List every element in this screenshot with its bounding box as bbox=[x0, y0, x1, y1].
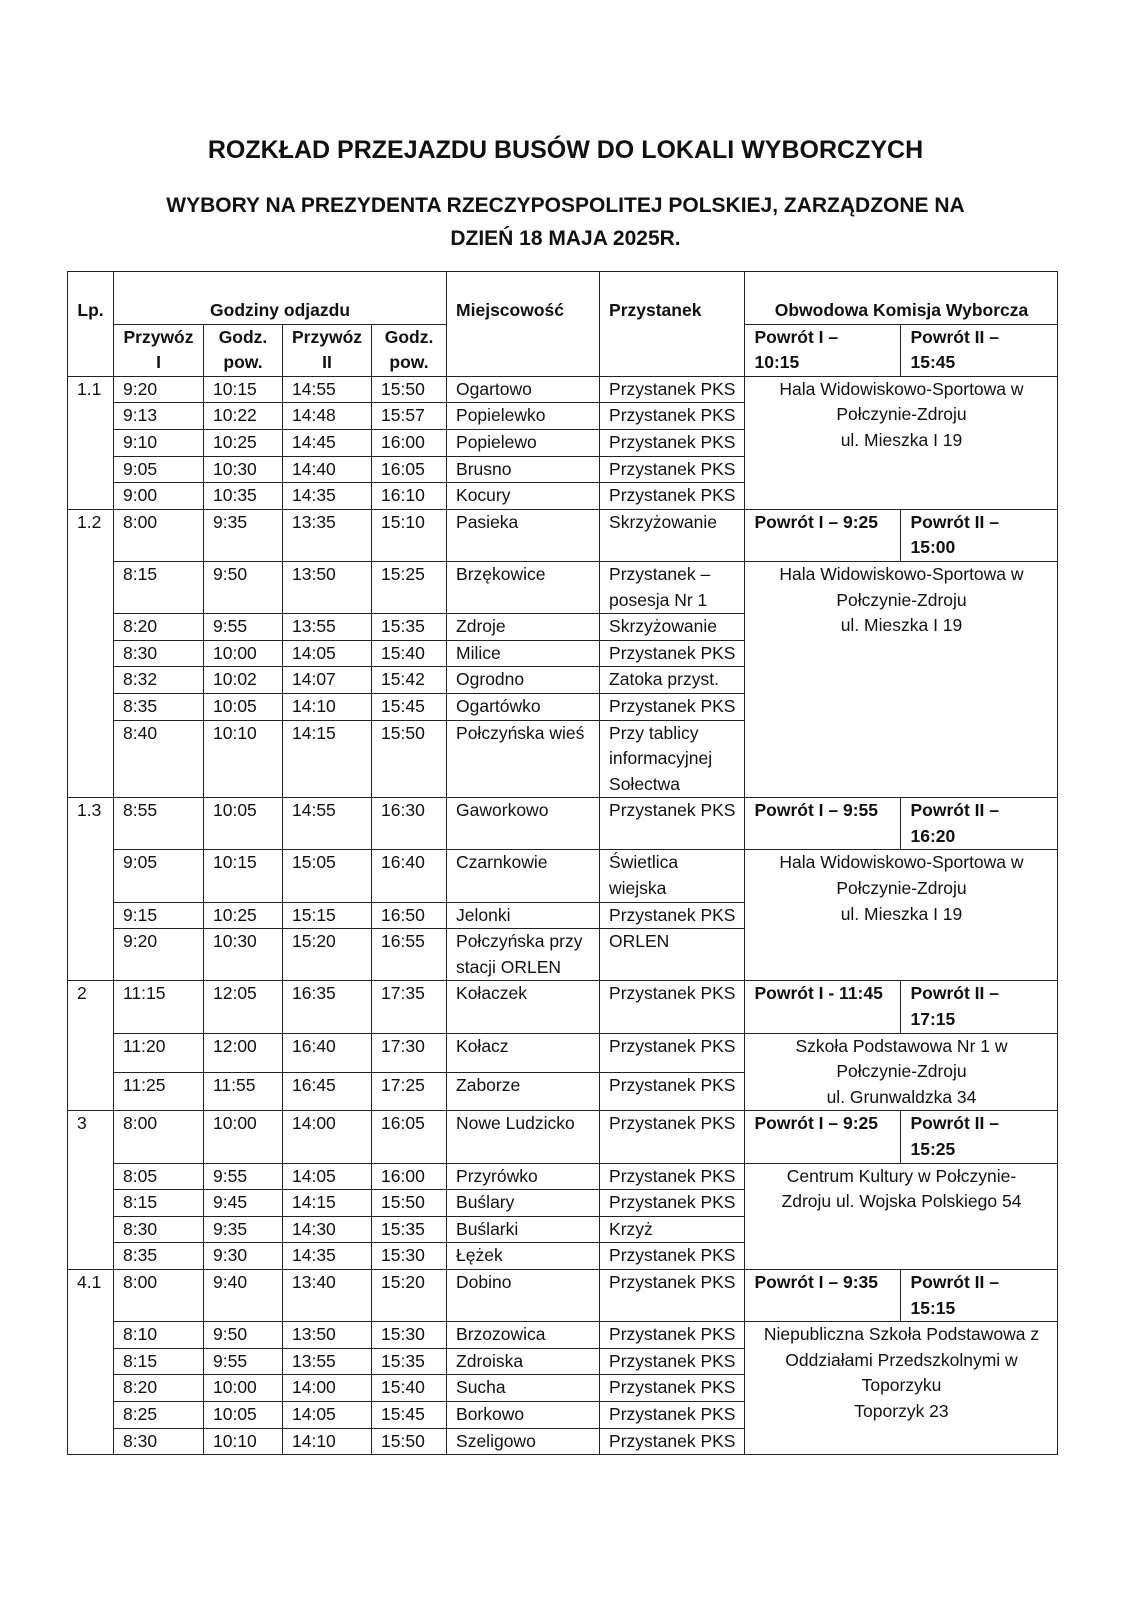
stop-cell-line: Przystanek PKS bbox=[609, 1192, 736, 1213]
group-number: 1.1 bbox=[68, 376, 114, 509]
polling-station-line: Hala Widowiskowo-Sportowa w bbox=[779, 563, 1024, 584]
col-powrot-2: Powrót II – 15:45 bbox=[901, 324, 1058, 376]
return-2-time-line: Powrót II – bbox=[910, 983, 999, 1004]
godz-pow-2-time: 15:30 bbox=[372, 1243, 447, 1270]
town-cell bbox=[447, 929, 600, 981]
godz-pow-2-time: 15:50 bbox=[372, 720, 447, 798]
przywoz-2-time: 16:40 bbox=[283, 1033, 372, 1072]
godz-pow-2-time: 15:35 bbox=[372, 1216, 447, 1243]
col-godziny: Godziny odjazdu bbox=[114, 272, 447, 325]
return-2-time bbox=[901, 798, 1058, 850]
town-cell: Połczyńska wieś bbox=[447, 720, 600, 798]
godz-pow-2-time: 15:10 bbox=[372, 509, 447, 561]
stop-cell-line: Przystanek PKS bbox=[609, 1271, 736, 1292]
return-2-time-line: Powrót II – bbox=[910, 511, 999, 532]
schedule-table bbox=[67, 271, 1058, 1455]
przywoz-1-time: 8:20 bbox=[114, 1375, 204, 1402]
town-cell: Dobino bbox=[447, 1269, 600, 1321]
godz-pow-2-time: 17:30 bbox=[372, 1033, 447, 1072]
polling-station-line: Hala Widowiskowo-Sportowa w bbox=[779, 852, 1024, 873]
polling-station-line: Połczynie-Zdroju bbox=[836, 404, 967, 425]
town-cell: Popielewko bbox=[447, 403, 600, 430]
godz-pow-1-time: 10:25 bbox=[204, 429, 283, 456]
przywoz-2-time: 14:15 bbox=[283, 720, 372, 798]
polling-station-line: Szkoła Podstawowa Nr 1 w bbox=[795, 1035, 1008, 1056]
polling-station-line: Toporzyku bbox=[861, 1375, 942, 1396]
godz-pow-2-time: 15:30 bbox=[372, 1322, 447, 1349]
godz-pow-2-time: 16:30 bbox=[372, 798, 447, 850]
godz-pow-1-time: 9:45 bbox=[204, 1190, 283, 1217]
group-first-row bbox=[68, 981, 1058, 1033]
town-cell: Buślary bbox=[447, 1190, 600, 1217]
stop-cell bbox=[600, 1348, 745, 1375]
przywoz-2-time: 13:50 bbox=[283, 1322, 372, 1349]
town-cell: Brzozowica bbox=[447, 1322, 600, 1349]
stop-cell-line: Przystanek PKS bbox=[609, 642, 736, 663]
przywoz-2-time: 15:05 bbox=[283, 850, 372, 902]
town-cell: Przyrówko bbox=[447, 1163, 600, 1190]
godz-pow-1-time: 10:22 bbox=[204, 403, 283, 430]
subtitle-line-1: WYBORY NA PREZYDENTA RZECZYPOSPOLITEJ POLSKIEJ, ZARZĄDZONE NA bbox=[166, 194, 965, 217]
godz-pow-2-time: 16:40 bbox=[372, 850, 447, 902]
godz-pow-2-time: 15:50 bbox=[372, 1428, 447, 1455]
godz-pow-1-time: 9:30 bbox=[204, 1243, 283, 1270]
godz-pow-1-time: 9:35 bbox=[204, 1216, 283, 1243]
stop-cell-line: Skrzyżowanie bbox=[609, 616, 717, 637]
godz-pow-1-time: 10:05 bbox=[204, 693, 283, 720]
przywoz-1-time: 8:00 bbox=[114, 1269, 204, 1321]
przywoz-2-time: 14:05 bbox=[283, 640, 372, 667]
polling-station bbox=[745, 561, 1058, 797]
town-cell: Zdroiska bbox=[447, 1348, 600, 1375]
group-number: 2 bbox=[68, 981, 114, 1111]
polling-station-line: Centrum Kultury w Połczynie- bbox=[786, 1165, 1017, 1186]
group-first-row bbox=[68, 1269, 1058, 1321]
stop-cell bbox=[600, 1375, 745, 1402]
stop-cell-line: Skrzyżowanie bbox=[609, 511, 717, 532]
przywoz-1-time: 8:15 bbox=[114, 561, 204, 613]
polling-station-line: Połczynie-Zdroju bbox=[836, 589, 967, 610]
stop-cell bbox=[600, 720, 745, 798]
document-subtitle bbox=[0, 189, 1131, 255]
godz-pow-1-time: 9:35 bbox=[204, 509, 283, 561]
stop-cell-line: posesja Nr 1 bbox=[609, 589, 708, 610]
stop-cell-line: ORLEN bbox=[609, 931, 670, 952]
przywoz-2-time: 14:05 bbox=[283, 1163, 372, 1190]
group-number: 3 bbox=[68, 1111, 114, 1270]
godz-pow-1-time: 9:55 bbox=[204, 614, 283, 641]
polling-station-line: ul. Mieszka I 19 bbox=[840, 429, 963, 450]
stop-cell-line: Przystanek PKS bbox=[609, 800, 736, 821]
godz-pow-1-time: 9:50 bbox=[204, 561, 283, 613]
polling-station bbox=[745, 850, 1058, 981]
return-1-time: Powrót I – 9:25 bbox=[745, 1111, 901, 1163]
polling-station bbox=[745, 1322, 1058, 1455]
return-2-time bbox=[901, 981, 1058, 1033]
stop-cell bbox=[600, 1243, 745, 1270]
godz-pow-2-time: 15:45 bbox=[372, 1401, 447, 1428]
godz-pow-1-time: 10:00 bbox=[204, 1375, 283, 1402]
return-1-time: Powrót I – 9:25 bbox=[745, 509, 901, 561]
return-2-time-line: Powrót II – bbox=[910, 800, 999, 821]
group-number: 4.1 bbox=[68, 1269, 114, 1454]
town-cell: Kołaczek bbox=[447, 981, 600, 1033]
town-cell: Buślarki bbox=[447, 1216, 600, 1243]
przywoz-1-time: 9:20 bbox=[114, 376, 204, 403]
town-cell: Ogartówko bbox=[447, 693, 600, 720]
przywoz-1-time: 8:35 bbox=[114, 693, 204, 720]
przywoz-2-time: 14:15 bbox=[283, 1190, 372, 1217]
town-cell: Kołacz bbox=[447, 1033, 600, 1072]
godz-pow-1-time: 10:35 bbox=[204, 483, 283, 510]
polling-station bbox=[745, 376, 1058, 509]
stop-cell bbox=[600, 376, 745, 403]
town-cell: Nowe Ludzicko bbox=[447, 1111, 600, 1163]
przywoz-1-time: 8:35 bbox=[114, 1243, 204, 1270]
przywoz-1-time: 8:15 bbox=[114, 1348, 204, 1375]
godz-pow-2-time: 16:10 bbox=[372, 483, 447, 510]
stop-cell-line: Zatoka przyst. bbox=[609, 669, 719, 690]
godz-pow-1-time: 10:10 bbox=[204, 1428, 283, 1455]
document-title: ROZKŁAD PRZEJAZDU BUSÓW DO LOKALI WYBORCZYCH bbox=[207, 136, 924, 164]
polling-station bbox=[745, 1033, 1058, 1111]
godz-pow-1-time: 10:15 bbox=[204, 376, 283, 403]
przywoz-2-time: 13:50 bbox=[283, 561, 372, 613]
stop-cell-line: Przystanek PKS bbox=[609, 1377, 736, 1398]
przywoz-2-time: 14:35 bbox=[283, 483, 372, 510]
col-miejscowosc: Miejscowość bbox=[447, 272, 600, 377]
stop-cell-line: Przystanek PKS bbox=[609, 1324, 736, 1345]
godz-pow-1-time: 10:25 bbox=[204, 902, 283, 929]
przywoz-1-time: 8:30 bbox=[114, 640, 204, 667]
town-cell: Zaborze bbox=[447, 1072, 600, 1111]
przywoz-2-time: 13:55 bbox=[283, 614, 372, 641]
col-okw: Obwodowa Komisja Wyborcza bbox=[745, 272, 1058, 325]
godz-pow-2-time: 15:45 bbox=[372, 693, 447, 720]
stop-cell-line: Przystanek PKS bbox=[609, 1035, 736, 1056]
przywoz-2-time: 16:45 bbox=[283, 1072, 372, 1111]
przywoz-1-time: 8:20 bbox=[114, 614, 204, 641]
polling-station-line: Toporzyk 23 bbox=[854, 1400, 949, 1421]
return-2-time-line: 15:15 bbox=[910, 1297, 956, 1318]
stop-cell-line: Przystanek PKS bbox=[609, 378, 736, 399]
stop-cell-line: Przystanek PKS bbox=[609, 458, 736, 479]
table-row bbox=[68, 1033, 1058, 1072]
stop-cell bbox=[600, 1428, 745, 1455]
przywoz-2-time: 13:35 bbox=[283, 509, 372, 561]
stop-cell bbox=[600, 429, 745, 456]
town-cell: Jelonki bbox=[447, 902, 600, 929]
stop-cell bbox=[600, 1111, 745, 1163]
przywoz-2-time: 14:45 bbox=[283, 429, 372, 456]
godz-pow-2-time: 15:40 bbox=[372, 640, 447, 667]
stop-cell bbox=[600, 1216, 745, 1243]
godz-pow-1-time: 10:15 bbox=[204, 850, 283, 902]
godz-pow-2-time: 15:35 bbox=[372, 614, 447, 641]
return-2-time bbox=[901, 509, 1058, 561]
stop-cell-line: Przystanek PKS bbox=[609, 485, 736, 506]
return-2-time-line: 15:00 bbox=[910, 537, 956, 558]
godz-pow-1-time: 10:30 bbox=[204, 456, 283, 483]
town-cell: Ogartowo bbox=[447, 376, 600, 403]
stop-cell-line: Przystanek PKS bbox=[609, 1245, 736, 1266]
town-cell-line: stacji ORLEN bbox=[456, 956, 562, 977]
stop-cell-line: Przystanek PKS bbox=[609, 1430, 736, 1451]
stop-cell bbox=[600, 798, 745, 850]
town-cell: Łężek bbox=[447, 1243, 600, 1270]
return-2-time bbox=[901, 1111, 1058, 1163]
przywoz-2-time: 14:07 bbox=[283, 667, 372, 694]
przywoz-2-time: 16:35 bbox=[283, 981, 372, 1033]
godz-pow-1-time: 9:50 bbox=[204, 1322, 283, 1349]
col-godz-pow-2: Godz. pow. bbox=[372, 324, 447, 376]
przywoz-1-time: 8:05 bbox=[114, 1163, 204, 1190]
table-row bbox=[68, 1163, 1058, 1190]
town-cell: Pasieka bbox=[447, 509, 600, 561]
group-first-row bbox=[68, 509, 1058, 561]
stop-cell-line: Przystanek PKS bbox=[609, 1165, 736, 1186]
stop-cell-line: Przystanek – bbox=[609, 563, 711, 584]
stop-cell bbox=[600, 693, 745, 720]
town-cell: Szeligowo bbox=[447, 1428, 600, 1455]
przywoz-2-time: 14:00 bbox=[283, 1375, 372, 1402]
return-2-time bbox=[901, 1269, 1058, 1321]
godz-pow-1-time: 11:55 bbox=[204, 1072, 283, 1111]
przywoz-1-time: 8:15 bbox=[114, 1190, 204, 1217]
godz-pow-2-time: 17:25 bbox=[372, 1072, 447, 1111]
godz-pow-2-time: 16:05 bbox=[372, 456, 447, 483]
godz-pow-1-time: 10:05 bbox=[204, 798, 283, 850]
return-2-time-line: 15:25 bbox=[910, 1139, 956, 1159]
przywoz-2-time: 14:05 bbox=[283, 1401, 372, 1428]
return-2-time-line: Powrót II – bbox=[910, 1271, 999, 1292]
stop-cell-line: Przystanek PKS bbox=[609, 1350, 736, 1371]
godz-pow-1-time: 10:00 bbox=[204, 1111, 283, 1163]
przywoz-1-time: 8:10 bbox=[114, 1322, 204, 1349]
przywoz-2-time: 14:00 bbox=[283, 1111, 372, 1163]
stop-cell-line: Przystanek PKS bbox=[609, 431, 736, 452]
godz-pow-2-time: 16:00 bbox=[372, 1163, 447, 1190]
przywoz-1-time: 8:25 bbox=[114, 1401, 204, 1428]
godz-pow-1-time: 10:30 bbox=[204, 929, 283, 981]
przywoz-1-time: 8:30 bbox=[114, 1216, 204, 1243]
przywoz-1-time: 9:00 bbox=[114, 483, 204, 510]
przywoz-1-time: 11:25 bbox=[114, 1072, 204, 1111]
godz-pow-2-time: 16:55 bbox=[372, 929, 447, 981]
godz-pow-2-time: 15:35 bbox=[372, 1348, 447, 1375]
przywoz-2-time: 14:10 bbox=[283, 1428, 372, 1455]
przywoz-1-time: 9:15 bbox=[114, 902, 204, 929]
town-cell: Brusno bbox=[447, 456, 600, 483]
stop-cell-line: Sołectwa bbox=[609, 773, 681, 794]
godz-pow-1-time: 10:10 bbox=[204, 720, 283, 798]
polling-station-line: Zdroju ul. Wojska Polskiego 54 bbox=[781, 1191, 1022, 1212]
stop-cell bbox=[600, 456, 745, 483]
town-cell: Gaworkowo bbox=[447, 798, 600, 850]
stop-cell-line: wiejska bbox=[609, 878, 667, 899]
stop-cell bbox=[600, 850, 745, 902]
stop-cell bbox=[600, 403, 745, 430]
stop-cell bbox=[600, 1190, 745, 1217]
przywoz-2-time: 14:35 bbox=[283, 1243, 372, 1270]
godz-pow-1-time: 9:40 bbox=[204, 1269, 283, 1321]
przywoz-2-time: 15:20 bbox=[283, 929, 372, 981]
return-2-time-line: 17:15 bbox=[910, 1009, 956, 1030]
przywoz-2-time: 14:55 bbox=[283, 798, 372, 850]
godz-pow-2-time: 15:50 bbox=[372, 376, 447, 403]
polling-station-line: ul. Mieszka I 19 bbox=[840, 903, 963, 924]
przywoz-2-time: 15:15 bbox=[283, 902, 372, 929]
stop-cell-line: Świetlica bbox=[609, 852, 679, 873]
przywoz-1-time: 9:10 bbox=[114, 429, 204, 456]
stop-cell bbox=[600, 509, 745, 561]
przywoz-2-time: 14:30 bbox=[283, 1216, 372, 1243]
stop-cell bbox=[600, 667, 745, 694]
stop-cell-line: Przy tablicy bbox=[609, 722, 699, 743]
przywoz-2-time: 13:40 bbox=[283, 1269, 372, 1321]
col-przystanek: Przystanek bbox=[600, 272, 745, 377]
col-godz-pow-1: Godz. pow. bbox=[204, 324, 283, 376]
table-row bbox=[68, 850, 1058, 902]
town-cell: Brzękowice bbox=[447, 561, 600, 613]
godz-pow-1-time: 10:02 bbox=[204, 667, 283, 694]
stop-cell-line: Przystanek PKS bbox=[609, 1403, 736, 1424]
polling-station bbox=[745, 1163, 1058, 1269]
godz-pow-1-time: 9:55 bbox=[204, 1348, 283, 1375]
town-cell: Borkowo bbox=[447, 1401, 600, 1428]
stop-cell bbox=[600, 483, 745, 510]
stop-cell-line: Krzyż bbox=[609, 1218, 653, 1239]
town-cell: Czarnkowie bbox=[447, 850, 600, 902]
town-cell: Kocury bbox=[447, 483, 600, 510]
stop-cell-line: Przystanek PKS bbox=[609, 695, 736, 716]
polling-station-line: ul. Grunwaldzka 34 bbox=[826, 1086, 977, 1107]
godz-pow-1-time: 10:05 bbox=[204, 1401, 283, 1428]
polling-station-line: Hala Widowiskowo-Sportowa w bbox=[779, 378, 1024, 399]
table-row bbox=[68, 376, 1058, 403]
col-przywoz-2: Przywóz II bbox=[283, 324, 372, 376]
przywoz-1-time: 9:13 bbox=[114, 403, 204, 430]
table-row bbox=[68, 561, 1058, 613]
stop-cell bbox=[600, 640, 745, 667]
group-number: 1.3 bbox=[68, 798, 114, 981]
stop-cell bbox=[600, 981, 745, 1033]
stop-cell bbox=[600, 1072, 745, 1111]
col-powrot-1: Powrót I – 10:15 bbox=[745, 324, 901, 376]
polling-station-line: Oddziałami Przedszkolnymi w bbox=[785, 1349, 1018, 1370]
godz-pow-2-time: 16:05 bbox=[372, 1111, 447, 1163]
polling-station-line: Połczynie-Zdroju bbox=[836, 878, 967, 899]
przywoz-1-time: 9:20 bbox=[114, 929, 204, 981]
town-cell-line: Połczyńska przy bbox=[456, 931, 583, 952]
stop-cell bbox=[600, 1163, 745, 1190]
godz-pow-2-time: 15:40 bbox=[372, 1375, 447, 1402]
town-cell: Ogrodno bbox=[447, 667, 600, 694]
return-2-time-line: Powrót II – bbox=[910, 1113, 999, 1134]
stop-cell-line: Przystanek PKS bbox=[609, 1074, 736, 1095]
header-row-1 bbox=[68, 272, 1058, 325]
polling-station-line: ul. Mieszka I 19 bbox=[840, 615, 963, 636]
przywoz-2-time: 14:40 bbox=[283, 456, 372, 483]
col-lp: Lp. bbox=[68, 272, 114, 377]
godz-pow-1-time: 12:05 bbox=[204, 981, 283, 1033]
przywoz-1-time: 9:05 bbox=[114, 850, 204, 902]
subtitle-line-2: DZIEŃ 18 MAJA 2025R. bbox=[450, 227, 681, 250]
return-1-time: Powrót I – 9:55 bbox=[745, 798, 901, 850]
stop-cell bbox=[600, 929, 745, 981]
stop-cell-line: Przystanek PKS bbox=[609, 405, 736, 426]
przywoz-2-time: 13:55 bbox=[283, 1348, 372, 1375]
table-row bbox=[68, 1322, 1058, 1349]
godz-pow-2-time: 15:20 bbox=[372, 1269, 447, 1321]
godz-pow-2-time: 15:25 bbox=[372, 561, 447, 613]
godz-pow-1-time: 12:00 bbox=[204, 1033, 283, 1072]
godz-pow-2-time: 15:42 bbox=[372, 667, 447, 694]
godz-pow-2-time: 16:00 bbox=[372, 429, 447, 456]
przywoz-2-time: 14:10 bbox=[283, 693, 372, 720]
town-cell: Milice bbox=[447, 640, 600, 667]
przywoz-1-time: 8:00 bbox=[114, 509, 204, 561]
col-przywoz-1: Przywóz I bbox=[114, 324, 204, 376]
przywoz-1-time: 8:30 bbox=[114, 1428, 204, 1455]
group-first-row bbox=[68, 798, 1058, 850]
godz-pow-2-time: 16:50 bbox=[372, 902, 447, 929]
stop-cell bbox=[600, 1322, 745, 1349]
stop-cell-line: informacyjnej bbox=[609, 748, 713, 769]
przywoz-1-time: 8:40 bbox=[114, 720, 204, 798]
przywoz-1-time: 9:05 bbox=[114, 456, 204, 483]
return-1-time: Powrót I - 11:45 bbox=[745, 981, 901, 1033]
przywoz-1-time: 11:15 bbox=[114, 981, 204, 1033]
stop-cell bbox=[600, 1401, 745, 1428]
town-cell: Sucha bbox=[447, 1375, 600, 1402]
town-cell: Popielewo bbox=[447, 429, 600, 456]
polling-station-line: Połczynie-Zdroju bbox=[836, 1061, 967, 1082]
godz-pow-2-time: 15:50 bbox=[372, 1190, 447, 1217]
stop-cell bbox=[600, 1033, 745, 1072]
stop-cell bbox=[600, 614, 745, 641]
godz-pow-2-time: 15:57 bbox=[372, 403, 447, 430]
stop-cell-line: Przystanek PKS bbox=[609, 983, 736, 1004]
godz-pow-1-time: 10:00 bbox=[204, 640, 283, 667]
godz-pow-2-time: 17:35 bbox=[372, 981, 447, 1033]
stop-cell-line: Przystanek PKS bbox=[609, 1113, 736, 1134]
group-first-row bbox=[68, 1111, 1058, 1163]
return-1-time: Powrót I – 9:35 bbox=[745, 1269, 901, 1321]
group-number: 1.2 bbox=[68, 509, 114, 798]
przywoz-1-time: 8:55 bbox=[114, 798, 204, 850]
przywoz-1-time: 8:32 bbox=[114, 667, 204, 694]
stop-cell bbox=[600, 1269, 745, 1321]
town-cell: Zdroje bbox=[447, 614, 600, 641]
godz-pow-1-time: 9:55 bbox=[204, 1163, 283, 1190]
return-2-time-line: 16:20 bbox=[910, 825, 956, 846]
stop-cell bbox=[600, 902, 745, 929]
przywoz-1-time: 8:00 bbox=[114, 1111, 204, 1163]
przywoz-2-time: 14:48 bbox=[283, 403, 372, 430]
polling-station-line: Niepubliczna Szkoła Podstawowa z bbox=[763, 1324, 1040, 1345]
przywoz-1-time: 11:20 bbox=[114, 1033, 204, 1072]
stop-cell bbox=[600, 561, 745, 613]
przywoz-2-time: 14:55 bbox=[283, 376, 372, 403]
stop-cell-line: Przystanek PKS bbox=[609, 904, 736, 925]
